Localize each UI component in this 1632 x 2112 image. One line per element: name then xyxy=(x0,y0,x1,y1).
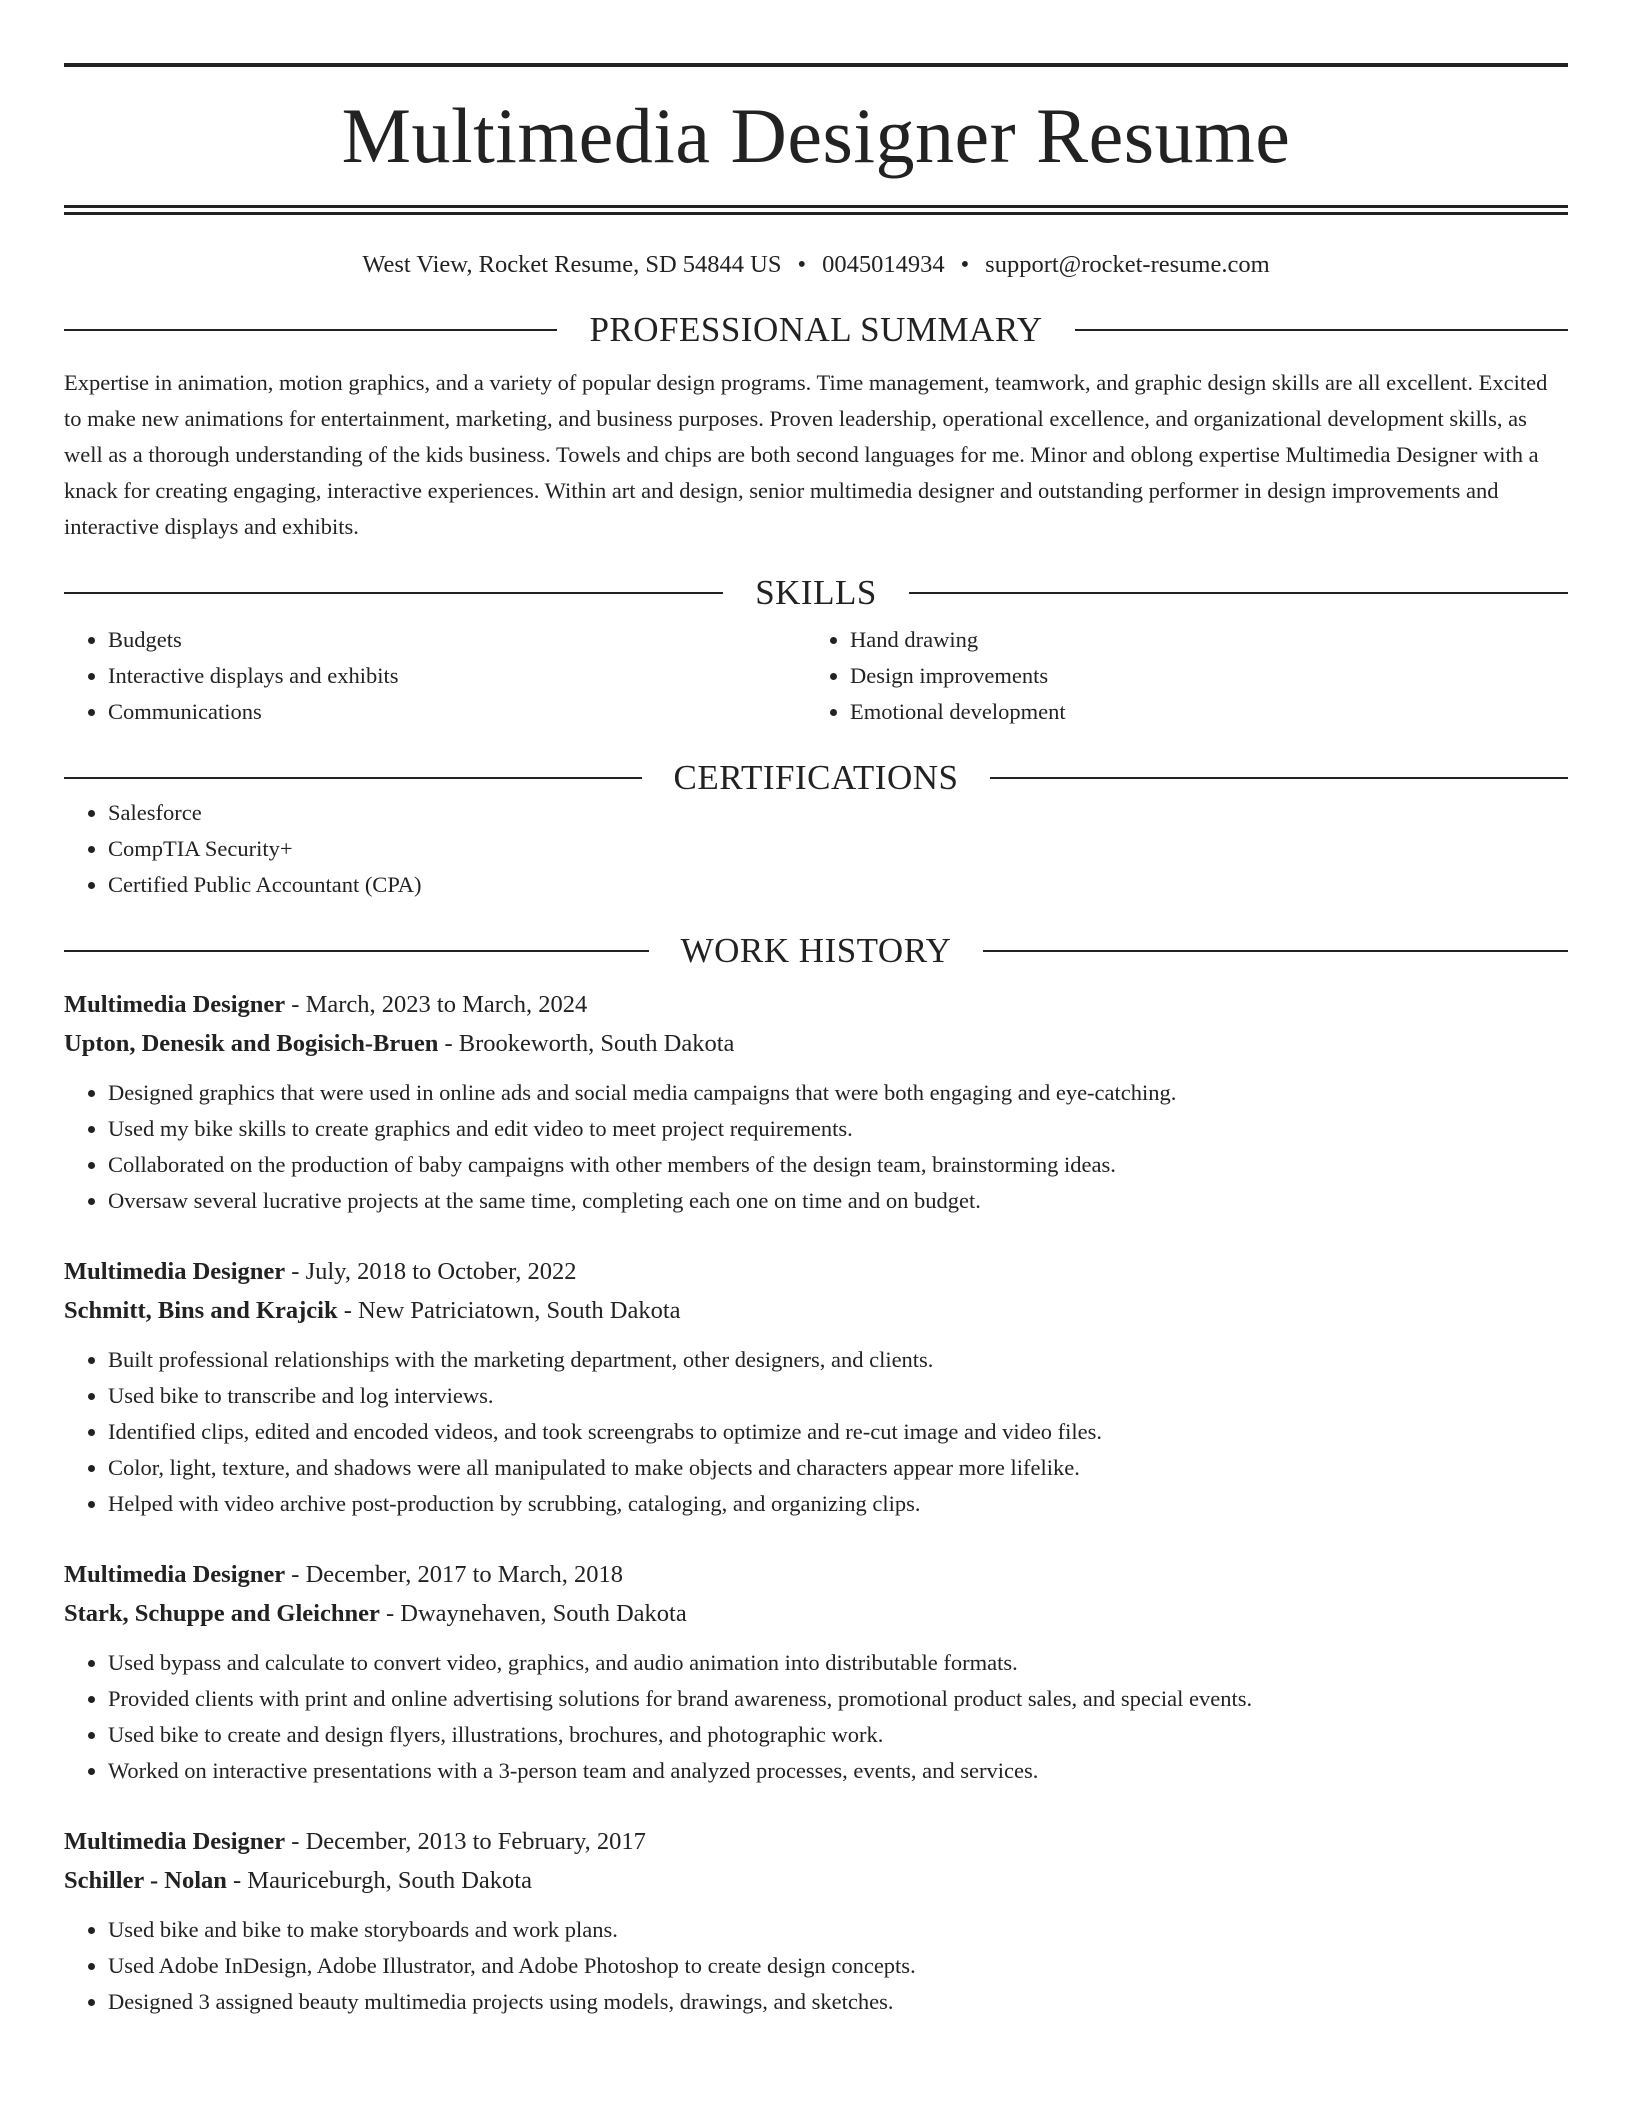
job-title-line xyxy=(64,1252,1568,1291)
skills-column-left xyxy=(64,622,806,730)
job-bullet: • Used my bike skills to create graphics and edit video to meet project requirements. xyxy=(108,1111,1568,1147)
resume-title: Multimedia Designer Resume xyxy=(341,92,1291,179)
contact-line xyxy=(64,250,1568,279)
section-heading-summary xyxy=(64,310,1568,350)
job-bullet: • Designed 3 assigned beauty multimedia projects using models, drawings, and sketches. xyxy=(108,1984,1568,2020)
certification-item: • Certified Public Accountant (CPA) xyxy=(108,867,1568,903)
heading-rule xyxy=(64,950,649,952)
contact-separator: • xyxy=(797,251,807,278)
job-location: - Mauriceburgh, South Dakota xyxy=(226,1867,532,1895)
contact-separator: • xyxy=(960,251,970,278)
job-company: Upton, Denesik and Bogisich-Bruen xyxy=(64,1030,439,1058)
job-location: - Brookeworth, South Dakota xyxy=(438,1030,735,1058)
job-dates: - July, 2018 to October, 2022 xyxy=(285,1258,577,1286)
contact-phone: 0045014934 xyxy=(822,251,945,278)
job-location: - Dwaynehaven, South Dakota xyxy=(379,1600,687,1628)
certification-item: • CompTIA Security+ xyxy=(108,831,1568,867)
job-bullet: • Used bike to transcribe and log interviews. xyxy=(108,1378,1568,1414)
heading-rule xyxy=(64,777,642,779)
heading-rule xyxy=(1075,329,1568,331)
job-bullets xyxy=(64,1912,1568,2020)
section-heading-certifications xyxy=(64,758,1568,798)
job-dates: - December, 2017 to March, 2018 xyxy=(285,1561,623,1589)
skill-item: • Communications xyxy=(108,694,806,730)
contact-email: support@rocket-resume.com xyxy=(985,251,1270,278)
section-title: CERTIFICATIONS xyxy=(673,758,959,798)
job-bullet: • Oversaw several lucrative projects at the same time, completing each one on time and on budget. xyxy=(108,1183,1568,1219)
certification-item: • Salesforce xyxy=(108,795,1568,831)
job-bullet: • Built professional relationships with the marketing department, other designers, and clients. xyxy=(108,1342,1568,1378)
heading-rule xyxy=(64,592,723,594)
heading-rule xyxy=(64,329,557,331)
job-bullets xyxy=(64,1342,1568,1522)
certifications-list xyxy=(64,795,1568,903)
job-bullet: • Used bypass and calculate to convert video, graphics, and audio animation into distributable formats. xyxy=(108,1645,1568,1681)
job-title: Multimedia Designer xyxy=(64,1258,286,1286)
job-bullet: • Designed graphics that were used in online ads and social media campaigns that were both engaging and eye-catching. xyxy=(108,1075,1568,1111)
title-double-rule xyxy=(64,205,1568,215)
job-company: Schmitt, Bins and Krajcik xyxy=(64,1297,338,1325)
heading-rule xyxy=(990,777,1568,779)
job-title: Multimedia Designer xyxy=(64,1561,286,1589)
skills-column-right xyxy=(806,622,1548,730)
skill-item: • Interactive displays and exhibits xyxy=(108,658,806,694)
job-bullet: • Collaborated on the production of baby campaigns with other members of the design team, brainstorming ideas. xyxy=(108,1147,1568,1183)
resume-content xyxy=(64,0,1568,2020)
section-title: PROFESSIONAL SUMMARY xyxy=(589,310,1043,350)
job-company-line xyxy=(64,1594,1568,1633)
heading-rule xyxy=(909,592,1568,594)
contact-address: West View, Rocket Resume, SD 54844 US xyxy=(362,251,782,278)
job-company-line xyxy=(64,1861,1568,1900)
job-location: - New Patriciatown, South Dakota xyxy=(337,1297,681,1325)
job-bullets xyxy=(64,1075,1568,1219)
heading-rule xyxy=(983,950,1568,952)
job-bullet: • Worked on interactive presentations with a 3-person team and analyzed processes, events, and services. xyxy=(108,1753,1568,1789)
section-heading-skills xyxy=(64,573,1568,613)
skill-item: • Hand drawing xyxy=(850,622,1548,658)
section-title: WORK HISTORY xyxy=(680,931,952,971)
job-company-line xyxy=(64,1291,1568,1330)
top-rule xyxy=(64,63,1568,67)
skill-item: • Design improvements xyxy=(850,658,1548,694)
job-bullet: • Used bike and bike to make storyboards and work plans. xyxy=(108,1912,1568,1948)
section-title: SKILLS xyxy=(755,573,877,613)
job-entry xyxy=(64,1555,1568,1789)
skill-item: • Budgets xyxy=(108,622,806,658)
job-bullet: • Color, light, texture, and shadows were all manipulated to make objects and characters appear more lifelike. xyxy=(108,1450,1568,1486)
section-heading-work-history xyxy=(64,931,1568,971)
job-entry xyxy=(64,1822,1568,2020)
job-title: Multimedia Designer xyxy=(64,1828,286,1856)
job-title-line xyxy=(64,1822,1568,1861)
job-bullet: • Helped with video archive post-production by scrubbing, cataloging, and organizing clips. xyxy=(108,1486,1568,1522)
job-title-line xyxy=(64,1555,1568,1594)
skills-list xyxy=(64,622,1568,730)
job-company: Stark, Schuppe and Gleichner xyxy=(64,1600,380,1628)
job-dates: - March, 2023 to March, 2024 xyxy=(285,991,588,1019)
job-bullet: • Provided clients with print and online advertising solutions for brand awareness, promotional product sales, and special events. xyxy=(108,1681,1568,1717)
job-entry xyxy=(64,985,1568,1219)
summary-text: Expertise in animation, motion graphics, and a variety of popular design programs. Time management, teamwork, and graphic design skills are all excellent. Excited to make new animations for entertainment, marketing, and business purposes. Proven leadership, operational excellence, and organizational development skills, as well as a thorough understanding of the kids business. Towels and chips are both second languages for me. Minor and oblong expertise Multimedia Designer with a knack for creating engaging, interactive experiences. Within art and design, senior multimedia designer and outstanding performer in design improvements and interactive displays and exhibits. xyxy=(64,370,1548,540)
job-bullet: • Identified clips, edited and encoded videos, and took screengrabs to optimize and re-cut image and video files. xyxy=(108,1414,1568,1450)
job-bullets xyxy=(64,1645,1568,1789)
job-entry xyxy=(64,1252,1568,1522)
job-bullet: • Used Adobe InDesign, Adobe Illustrator, and Adobe Photoshop to create design concepts. xyxy=(108,1948,1568,1984)
job-dates: - December, 2013 to February, 2017 xyxy=(285,1828,646,1856)
job-company: Schiller - Nolan xyxy=(64,1867,227,1895)
job-company-line xyxy=(64,1024,1568,1063)
job-bullet: • Used bike to create and design flyers, illustrations, brochures, and photographic work. xyxy=(108,1717,1568,1753)
skill-item: • Emotional development xyxy=(850,694,1548,730)
job-title-line xyxy=(64,985,1568,1024)
job-title: Multimedia Designer xyxy=(64,991,286,1019)
